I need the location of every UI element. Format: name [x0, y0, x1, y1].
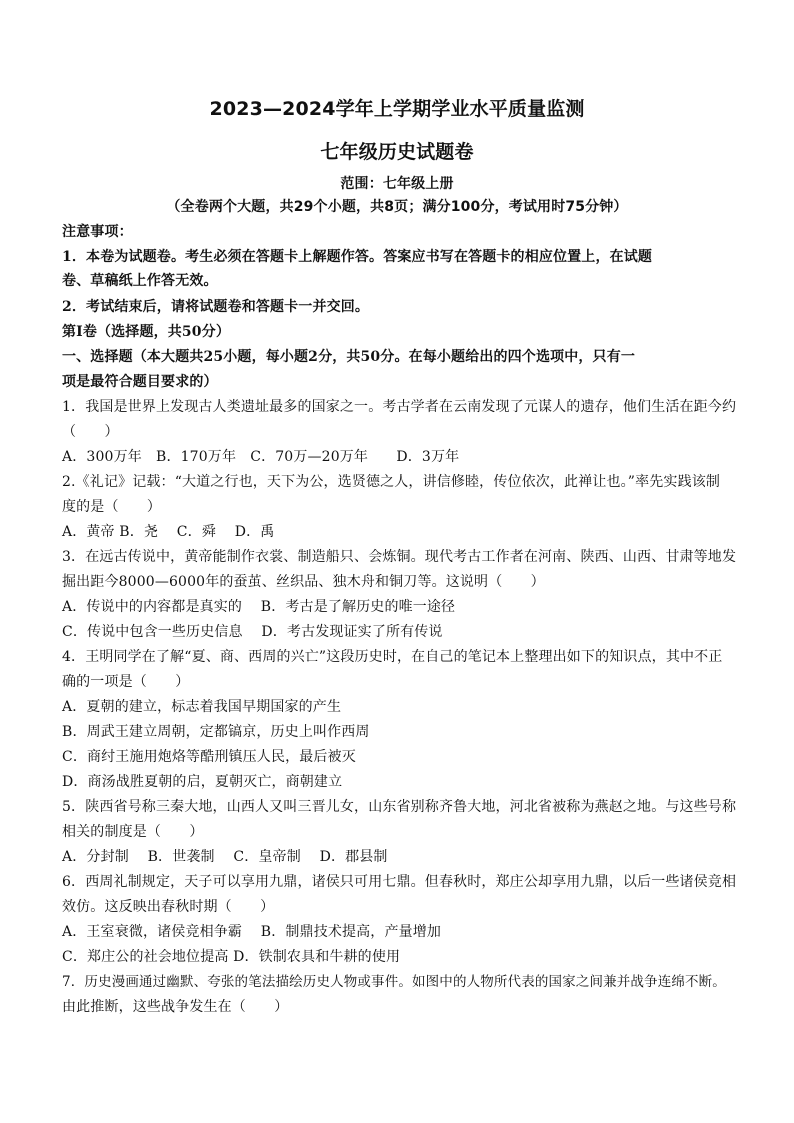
question-3-options-cd: C．传说中包含一些历史信息 D．考古发现证实了所有传说: [62, 624, 443, 640]
question-7-stem: 7．历史漫画通过幽默、夸张的笔法描绘历史人物或事件。如图中的人物所代表的国家之间兼并战争连绵不断。: [62, 974, 726, 990]
section-heading: 一、选择题（本大题共25小题，每小题2分，共50分。在每小题给出的四个选项中，只有一: [62, 349, 636, 365]
question-3-stem-cont: 掘出距今8000—6000年的蚕茧、丝织品、独木舟和铜刀等。这说明（ ）: [62, 574, 545, 590]
question-6-stem: 6．西周礼制规定，天子可以享用九鼎，诸侯只可用七鼎。但春秋时，郑庄公却享用九鼎，以后一些诸侯竞相: [62, 874, 737, 890]
question-4-stem: 4．王明同学在了解“夏、商、西周的兴亡”这段历史时，在自己的笔记本上整理出如下的知识点，其中不正: [62, 649, 723, 665]
question-6-options-ab: A．王室衰微，诸侯竞相争霸 B．制鼎技术提高，产量增加: [62, 924, 442, 940]
exam-info: （全卷两个大题，共29个小题，共8页；满分100分，考试用时75分钟）: [166, 199, 628, 215]
question-3-options-ab: A．传说中的内容都是真实的 B．考古是了解历史的唯一途径: [62, 599, 456, 615]
question-5-stem: 5．陕西省号称三秦大地，山西人又叫三晋儿女，山东省别称齐鲁大地，河北省被称为燕赵之地。与这些号称: [62, 799, 737, 815]
exam-subtitle: 七年级历史试题卷: [320, 141, 474, 163]
question-4-option-a: A．夏朝的建立，标志着我国早期国家的产生: [62, 699, 342, 715]
notes-item-2: 2．考试结束后，请将试题卷和答题卡一并交回。: [62, 299, 370, 315]
exam-scope: 范围：七年级上册: [340, 176, 454, 192]
question-5-options: A．分封制 B．世袭制 C．皇帝制 D．郡县制: [62, 849, 388, 865]
section-heading-cont: 项是最符合题目要求的）: [62, 374, 218, 390]
question-1-stem-cont: （ ）: [62, 424, 119, 440]
question-2-options: A．黄帝 B．尧 C．舜 D．禹: [62, 524, 275, 540]
question-6-stem-cont: 效仿。这反映出春秋时期（ ）: [62, 899, 275, 915]
question-4-option-d: D．商汤战胜夏朝的启，夏朝灭亡，商朝建立: [62, 774, 343, 790]
question-1-stem: 1．我国是世界上发现古人类遗址最多的国家之一。考古学者在云南发现了元谋人的遗存，他们生活在距今约: [62, 399, 737, 415]
question-2-stem: 2.《礼记》记载：“大道之行也，天下为公，选贤德之人，讲信修睦，传位依次，此禅让也。”率先实践该制: [62, 474, 721, 490]
question-6-options-cd: C．郑庄公的社会地位提高 D．铁制农具和牛耕的使用: [62, 949, 401, 965]
question-5-stem-cont: 相关的制度是（ ）: [62, 824, 204, 840]
part-heading: 第Ⅰ卷（选择题，共50分）: [62, 324, 230, 340]
question-4-stem-cont: 确的一项是（ ）: [62, 674, 190, 690]
notes-heading: 注意事项：: [62, 224, 133, 240]
question-7-stem-cont: 由此推断，这些战争发生在（ ）: [62, 999, 289, 1015]
question-1-options: A．300万年 B．170万年 C．70万—20万年 D．3万年: [62, 449, 460, 465]
question-4-option-b: B．周武王建立周朝，定都镐京，历史上叫作西周: [62, 724, 370, 740]
notes-item-1-cont: 卷、草稿纸上作答无效。: [62, 273, 218, 289]
question-3-stem: 3．在远古传说中，黄帝能制作衣裳、制造船只、会炼铜。现代考古工作者在河南、陕西、山西、甘肃等地发: [62, 549, 737, 565]
notes-item-1: 1．本卷为试题卷。考生必须在答题卡上解题作答。答案应书写在答题卡的相应位置上，在试题: [62, 249, 653, 265]
exam-title: 2023—2024学年上学期学业水平质量监测: [209, 98, 585, 120]
question-4-option-c: C．商纣王施用炮烙等酷刑镇压人民，最后被灭: [62, 749, 356, 765]
question-2-stem-cont: 度的是（ ）: [62, 499, 162, 515]
